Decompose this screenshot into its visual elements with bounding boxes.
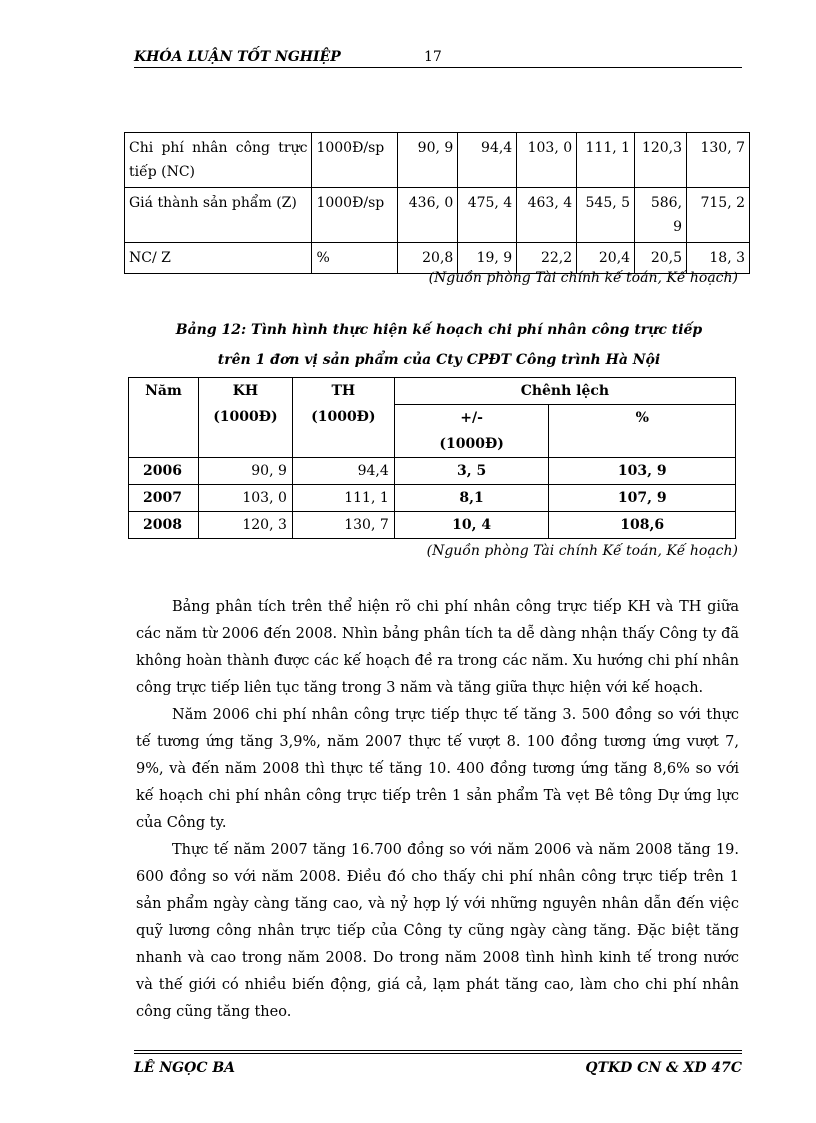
cell-kh: 103, 0 [198,485,292,512]
header-kh-unit: (1000Đ) [213,409,278,425]
cell: 715, 2 [687,188,750,243]
cell: 463, 4 [517,188,577,243]
header-plusminus-label: +/- [460,410,483,426]
row-label: NC/ Z [125,243,312,274]
row-year: 2007 [129,485,199,512]
header-row [129,378,736,405]
cell-th: 94,4 [292,458,394,485]
row-year: 2006 [129,458,199,485]
cell: 20,4 [577,243,635,274]
footer-author: LÊ NGỌC BA [134,1060,236,1076]
table-row [125,188,750,243]
header-diff: Chênh lệch [394,378,735,405]
cell-pct: 107, 9 [549,485,736,512]
table-row [129,512,736,539]
cell-pct: 108,6 [549,512,736,539]
cell-th: 130, 7 [292,512,394,539]
header-rule [134,67,742,68]
body-text [136,594,739,1026]
page-footer [134,1050,742,1080]
cell: 436, 0 [398,188,458,243]
cell: 20,8 [398,243,458,274]
cell: 22,2 [517,243,577,274]
footer-rule [134,1053,742,1054]
cell: 475, 4 [458,188,517,243]
cell-kh: 90, 9 [198,458,292,485]
cell-diff: 10, 4 [394,512,549,539]
page-header [134,49,742,69]
cell-pct: 103, 9 [549,458,736,485]
cell: 103, 0 [517,133,577,188]
paragraph: Thực tế năm 2007 tăng 16.700 đồng so với năm 2006 và năm 2008 tăng 19. 600 đồng so với năm 2008. Điều đó cho thấy chi phí nhân công trực tiếp trên 1 sản phẩm ngày càng tăng cao, và nỷ hợp lý với những nguyên nhân dẫn đến việc quỹ lương công nhân trực tiếp của Công ty cũng ngày càng tăng. Đặc biệt tăng nhanh và cao trong năm 2008. Do trong năm 2008 tình hình kinh tế trong nước và thế giới có nhiều biến động, giá cả, lạm phát tăng cao, làm cho chi phí nhân công cũng tăng theo. [136,842,739,1020]
cell-th: 111, 1 [292,485,394,512]
cell: 20,5 [635,243,687,274]
header-th [292,378,394,458]
cell: 586, 9 [635,188,687,243]
cell: 130, 7 [687,133,750,188]
cell: 111, 1 [577,133,635,188]
cost-table [124,132,750,274]
table-row [129,458,736,485]
cell-kh: 120, 3 [198,512,292,539]
row-year: 2008 [129,512,199,539]
table-row [125,243,750,274]
cell-diff: 8,1 [394,485,549,512]
header-year: Năm [129,378,199,458]
plan-comparison-table [128,377,736,539]
header-kh [198,378,292,458]
cell: 545, 5 [577,188,635,243]
footer-class: QTKD CN & XD 47C [585,1060,742,1076]
table-title-line2: trên 1 đơn vị sản phẩm của Cty CPĐT Công trình Hà Nội [217,352,661,368]
header-title: KHÓA LUẬN TỐT NGHIỆP [134,49,341,65]
row-label: Chi phí nhân công trực tiếp (NC) [125,133,312,188]
paragraph: Bảng phân tích trên thể hiện rõ chi phí nhân công trực tiếp KH và TH giữa các năm từ 2006 đến 2008. Nhìn bảng phân tích ta dễ dàng nhận thấy Công ty đã không hoàn thành được các kế hoạch đề ra trong các năm. Xu hướng chi phí nhân công trực tiếp liên tục tăng trong 3 năm và tăng giữa thực hiện với kế hoạch. [136,599,739,696]
source-note: (Nguồn phòng Tài chính kế toán, Kế hoạch) [428,270,738,286]
header-percent: % [549,405,736,458]
table-title-line1: Bảng 12: Tình hình thực hiện kế hoạch chi phí nhân công trực tiếp [175,322,703,338]
cell: 90, 9 [398,133,458,188]
cell: 94,4 [458,133,517,188]
header-plusminus [394,405,549,458]
header-th-unit: (1000Đ) [311,409,376,425]
cell: 19, 9 [458,243,517,274]
header-th-label: TH [331,383,356,399]
page-number: 17 [424,49,442,65]
cell-diff: 3, 5 [394,458,549,485]
header-plusminus-unit: (1000Đ) [439,436,504,452]
row-label: Giá thành sản phẩm (Z) [125,188,312,243]
row-unit: 1000Đ/sp [312,133,398,188]
row-unit: % [312,243,398,274]
cell: 18, 3 [687,243,750,274]
cell: 120,3 [635,133,687,188]
source-note: (Nguồn phòng Tài chính Kế toán, Kế hoạch) [426,543,738,559]
header-kh-label: KH [232,383,259,399]
row-unit: 1000Đ/sp [312,188,398,243]
table-row [129,485,736,512]
table-row [125,133,750,188]
footer-rule [134,1050,742,1051]
paragraph: Năm 2006 chi phí nhân công trực tiếp thực tế tăng 3. 500 đồng so với thực tế tương ứng tăng 3,9%, năm 2007 thực tế vượt 8. 100 đồng tương ứng vượt 7, 9%, và đến năm 2008 thì thực tế tăng 10. 400 đồng tương ứng tăng 8,6% so với kế hoạch chi phí nhân công trực tiếp trên 1 sản phẩm Tà vẹt Bê tông Dự ứng lực của Công ty. [136,707,739,831]
